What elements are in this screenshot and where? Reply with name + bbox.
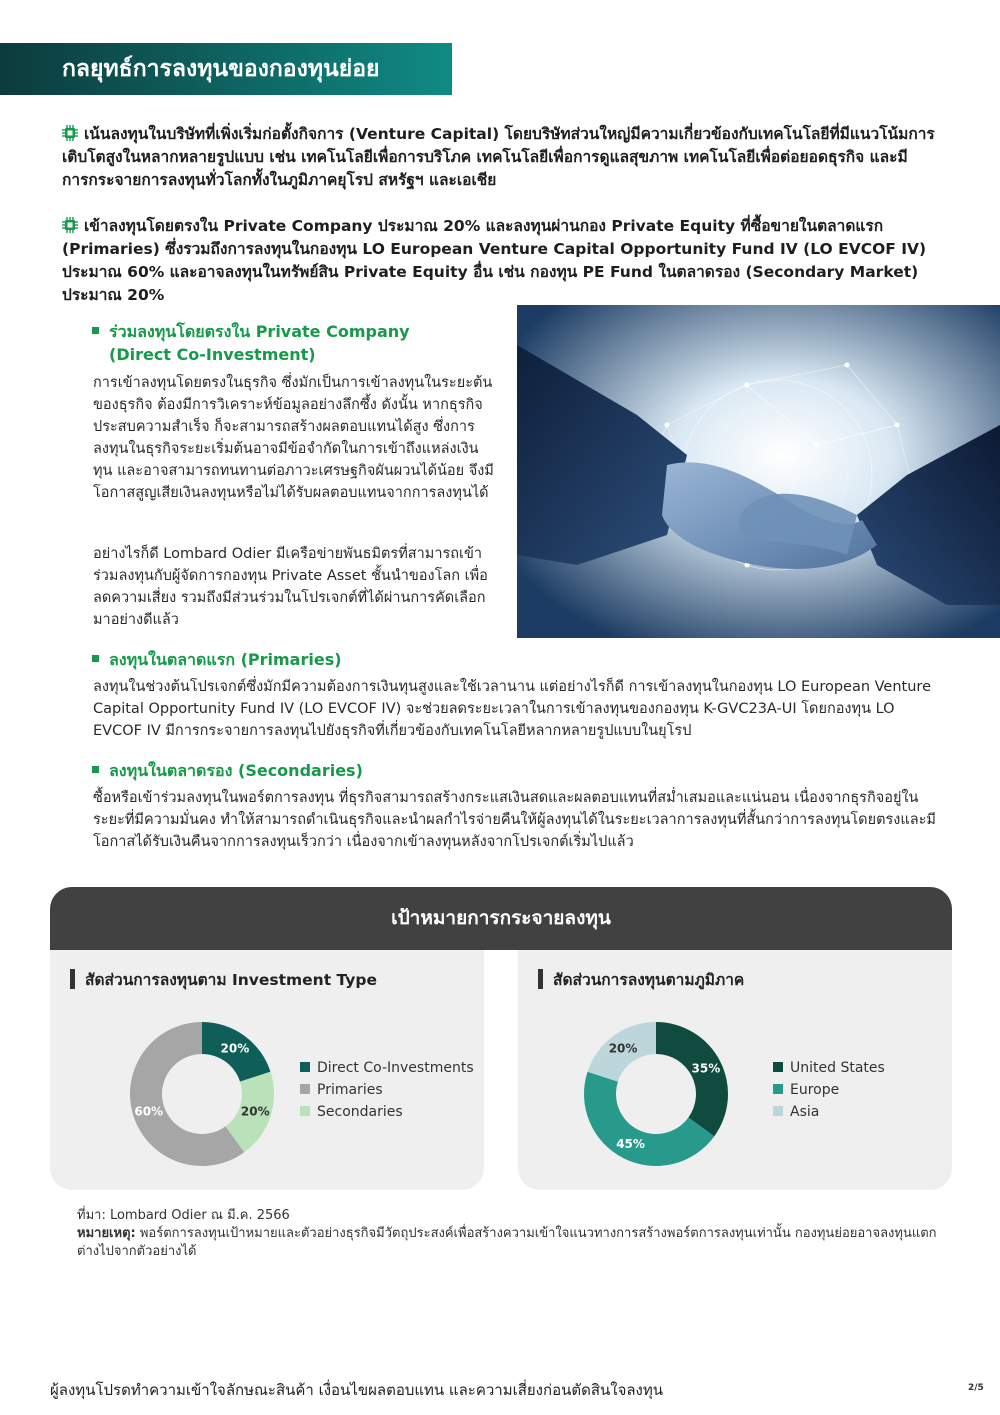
legend-item: Direct Co-Investments [300,1057,474,1079]
secondaries-paragraph: ซื้อหรือเข้าร่วมลงทุนในพอร์ตการลงทุน ที่ธุรกิจสามารถสร้างกระแสเงินสดและผลตอบแทนที่สม่ำเสมอและแน่นอน เนื่องจากธุรกิจอยู่ในระยะที่มีความมั่นคง ทำให้สามารถดำเนินธุรกิจและนำผลกำไรจ่ายคืนให้ผู้ลงทุนได้ในระยะเวลาการลงทุนที่สั้นกว่าการลงทุนโดยตรงและมีโอกาสได้รับเงินคืนจากการลงทุนเร็วกว่า เนื่องจากเข้าลงทุนหลังจากโปรเจกต์เริ่มไปแล้ว [93,790,936,850]
bullet-allocation [62,215,942,307]
legend-swatch [773,1084,783,1094]
region-legend [773,1057,885,1123]
lombard-network-paragraph: อย่างไรก็ดี Lombard Odier มีเครือข่ายพันธมิตรที่สามารถเข้าร่วมลงทุนกับผู้จัดการกองทุน Private Asset ชั้นนำของโลก เพื่อลดความเสี่ยง รวมถึงมีส่วนร่วมในโปรเจกต์ที่ได้ผ่านการคัดเลือกมาอย่างดีแล้ว [93,546,488,628]
primaries-paragraph: ลงทุนในช่วงต้นโปรเจกต์ซึ่งมักมีความต้องการเงินทุนสูงและใช้เวลานาน แต่อย่างไรก็ดี การเข้าลงทุนในกองทุน LO European Venture Capital Opportunity Fund IV (LO EVCOF IV) จะช่วยลดระยะเวลาในการเข้าลงทุนของกองทุน K-GVC23A-UI โดยกองทุน LO EVCOF IV มีการกระจายการลงทุนไปยังธุรกิจที่เกี่ยวข้องกับเทคโนโลยีหลากหลายรูปแบบในยุโรป [93,679,931,739]
bullet-text: เน้นลงทุนในบริษัทที่เพิ่งเริ่มก่อตั้งกิจการ (Venture Capital) โดยบริษัทส่วนใหญ่มีความเกี่ยวข้องกับเทคโนโลยีที่มีแนวโน้มการเติบโตสูงในหลากหลายรูปแบบ เช่น เทคโนโลยีเพื่อการบริโภค เทคโนโลยีเพื่อการดูแลสุขภาพ เทคโนโลยีเพื่อต่อยอดธุรกิจ และมีการกระจายการลงทุนทั่วโลกทั้งในภูมิภาคยุโรป สหรัฐฯ และเอเชีย [62,125,935,189]
remark-note: หมายเหตุ: พอร์ตการลงทุนเป้าหมายและตัวอย่างธุรกิจมีวัตถุประสงค์เพื่อสร้างความเข้าใจแนวทางการสร้างพอร์ตการลงทุนเท่านั้น กองทุนย่อยอาจลงทุนแตกต่างไปจากตัวอย่างได้ [77,1226,937,1259]
page-title: กลยุทธ์การลงทุนของกองทุนย่อย [62,56,380,82]
legend-swatch [773,1106,783,1116]
square-bullet-icon [92,655,99,662]
legend-swatch [300,1062,310,1072]
direct-investment-paragraph: การเข้าลงทุนโดยตรงในธุรกิจ ซึ่งมักเป็นการเข้าลงทุนในระยะต้นของธุรกิจ ต้องมีการวิเคราะห์ข้อมูลอย่างลึกซึ้ง ดังนั้น หากธุรกิจประสบความสำเร็จ ก็จะสามารถสร้างผลตอบแทนได้สูง ซึ่งการลงทุนในธุรกิจระยะเริ่มต้นอาจมีข้อจำกัดในการเข้าถึงแหล่งเงินทุน และอาจสามารถทนทานต่อภาวะเศรษฐกิจผันผวนได้น้อย จึงมีโอกาสสูญเสียเงินลงทุนหรือไม่ได้รับผลตอบแทนจากการลงทุนได้ [93,375,494,501]
allocation-header [50,887,952,950]
donut-slice-united-states [656,1022,728,1136]
square-bullet-icon [92,327,99,334]
investment-type-legend [300,1057,474,1123]
chip-icon [62,125,78,141]
allocation-panel [50,887,952,1190]
notes [77,1207,947,1261]
legend-item: Secondaries [300,1101,474,1123]
legend-item: Europe [773,1079,885,1101]
source-note: ที่มา: Lombard Odier ณ มี.ค. 2566 [77,1208,290,1223]
legend-swatch [300,1084,310,1094]
investment-type-title: สัดส่วนการลงทุนตาม Investment Type [70,967,377,992]
page-number: 2/5 [968,1383,984,1393]
region-card [518,950,952,1190]
bullet-text: เข้าลงทุนโดยตรงใน Private Company ประมาณ 20% และลงทุนผ่านกอง Private Equity ที่ซื้อขายในตลาดแรก (Primaries) ซึ่งรวมถึงการลงทุนในกองทุน LO European Venture Capital Opportunity Fund IV (LO EVCOF IV) ประมาณ 60% และอาจลงทุนในทรัพย์สิน Private Equity อื่น เช่น กองทุน PE Fund ในตลาดรอง (Secondary Market) ประมาณ 20% [62,217,927,304]
handshake-image [517,305,1000,638]
handshake-network-illustration [517,305,1000,638]
region-title: สัดส่วนการลงทุนตามภูมิภาค [538,967,744,992]
donut-label: 35% [691,1061,721,1076]
region-donut [576,1014,736,1174]
donut-label: 60% [134,1104,164,1119]
donut-label: 45% [616,1136,645,1151]
section-header [0,43,452,95]
allocation-heading: เป้าหมายการกระจายลงทุน [391,907,611,929]
legend-swatch [773,1062,783,1072]
investment-type-donut [122,1014,282,1174]
direct-investment-title: ร่วมลงทุนโดยตรงใน Private Company (Direct Co-Investment) [92,320,410,366]
primaries-title: ลงทุนในตลาดแรก (Primaries) [92,648,342,671]
footer-disclaimer: ผู้ลงทุนโปรดทำความเข้าใจลักษณะสินค้า เงื่อนไขผลตอบแทน และความเสี่ยงก่อนตัดสินใจลงทุน [50,1381,664,1399]
square-bullet-icon [92,766,99,773]
legend-item: United States [773,1057,885,1079]
bullet-venture-capital [62,123,942,192]
title-bar [538,969,543,989]
donut-label: 20% [240,1104,270,1119]
legend-item: Asia [773,1101,885,1123]
legend-item: Primaries [300,1079,474,1101]
donut-label: 20% [220,1041,250,1056]
investment-type-card [50,950,484,1190]
chip-icon [62,217,78,233]
secondaries-title: ลงทุนในตลาดรอง (Secondaries) [92,759,363,782]
title-bar [70,969,75,989]
donut-label: 20% [608,1041,638,1056]
legend-swatch [300,1106,310,1116]
